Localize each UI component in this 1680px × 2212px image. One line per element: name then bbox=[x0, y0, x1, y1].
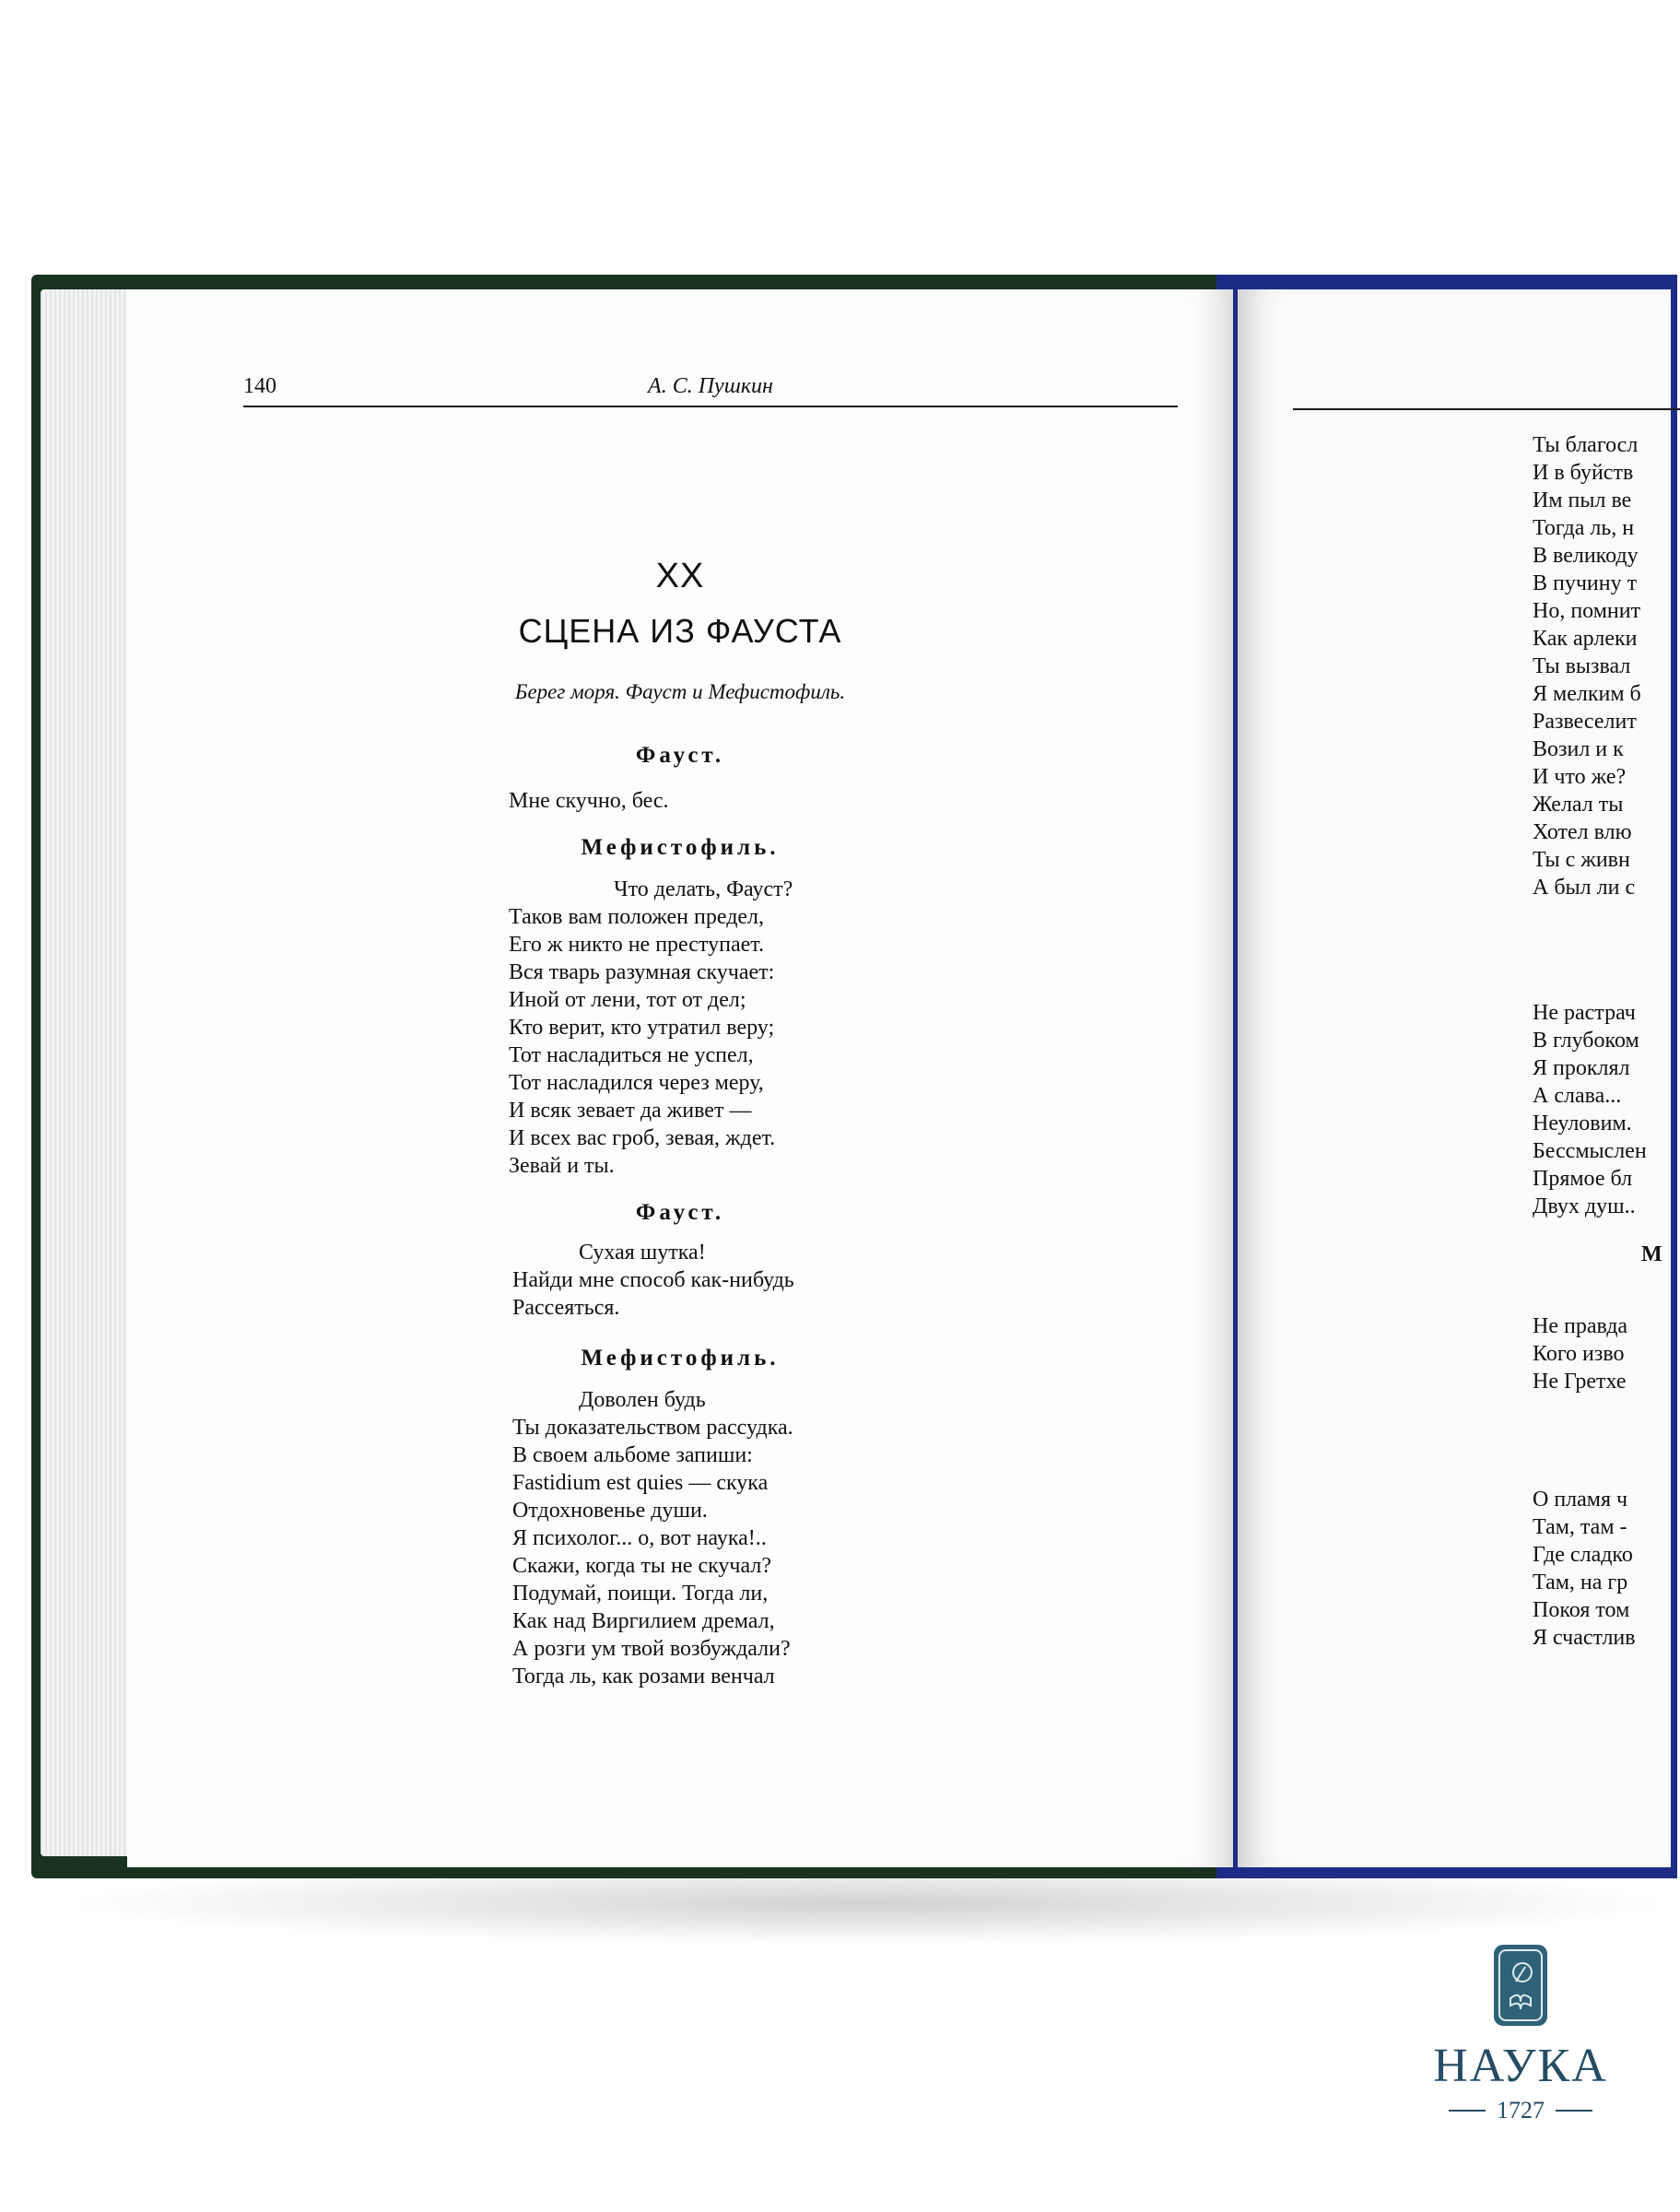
verse-block: Ты благосл И в буйств Им пыл ве Тогда ль, н В великоду В пучину т Но, помнит Как арлеки Ты вызвал Я мелким б Развеселит Возил и к И что же? Желал ты Хотел влю Ты с живн А был ли с bbox=[1533, 433, 1641, 900]
verse-line: Мне скучно, бес. bbox=[509, 789, 669, 813]
verse-block: Доволен будь Ты доказательством рассудка. В своем альбоме запиши: Fastidium est quies — скука Отдохновенье души. Я психолог... о, вот наука!.. Скажи, когда ты не скучал? Подумай, поищи. Тогда ли, Как над Виргилием дремал, А розги ум твой возбуждали? Тогда ль, как розами венчал bbox=[512, 1388, 793, 1688]
verse-block: Не растрач В глубоком Я проклял А слава... Неуловим. Бессмыслен Прямое бл Двух душ.. bbox=[1533, 1001, 1647, 1218]
verse-block: О пламя ч Там, там - Где сладко Там, на гр Покоя том Я счастлив bbox=[1533, 1488, 1636, 1650]
page-number: 140 bbox=[243, 374, 276, 398]
verse-block: Что делать, Фауст? Таков вам положен предел, Его ж никто не преступает. Вся тварь разумная скучает: Иной от лени, тот от дел; Кто верит, кто утратил веру; Тот насладиться не успел, Тот насладился через меру, И всяк зевает да живет — И всех вас гроб, зевая, ждет. Зевай и ты. bbox=[509, 877, 793, 1178]
left-page bbox=[127, 289, 1233, 1867]
publisher-name: НАУКА bbox=[1433, 2040, 1608, 2092]
running-head-author: А. С. Пушкин bbox=[648, 374, 773, 398]
book-emblem-icon bbox=[1494, 1945, 1547, 2026]
publisher-year bbox=[1419, 2097, 1622, 2124]
speaker-faust: Фауст. bbox=[635, 1200, 725, 1225]
page-edges bbox=[41, 289, 133, 1856]
speaker-mephistopheles: Мефистофиль. bbox=[581, 835, 780, 860]
verse-block: Не правда Кого изво Не Гретхе bbox=[1533, 1314, 1628, 1394]
chapter-number: XX bbox=[655, 557, 705, 595]
speaker-faust: Фауст. bbox=[635, 743, 725, 768]
right-page bbox=[1238, 289, 1671, 1867]
divider bbox=[1449, 2110, 1486, 2112]
divider bbox=[1556, 2110, 1592, 2112]
chapter-title: СЦЕНА ИЗ ФАУСТА bbox=[518, 612, 842, 650]
year-text: 1727 bbox=[1497, 2097, 1545, 2124]
running-head bbox=[243, 374, 1178, 407]
speaker-initial: М bbox=[1641, 1242, 1662, 1266]
publisher-logo bbox=[1419, 1945, 1622, 2124]
speaker-mephistopheles: Мефистофиль. bbox=[581, 1346, 780, 1371]
verse-block: Сухая шутка! Найди мне способ как-нибудь Рассеяться. bbox=[512, 1241, 794, 1320]
scene-direction: Берег моря. Фауст и Мефистофиль. bbox=[514, 680, 846, 703]
running-head-rule bbox=[1293, 408, 1680, 410]
